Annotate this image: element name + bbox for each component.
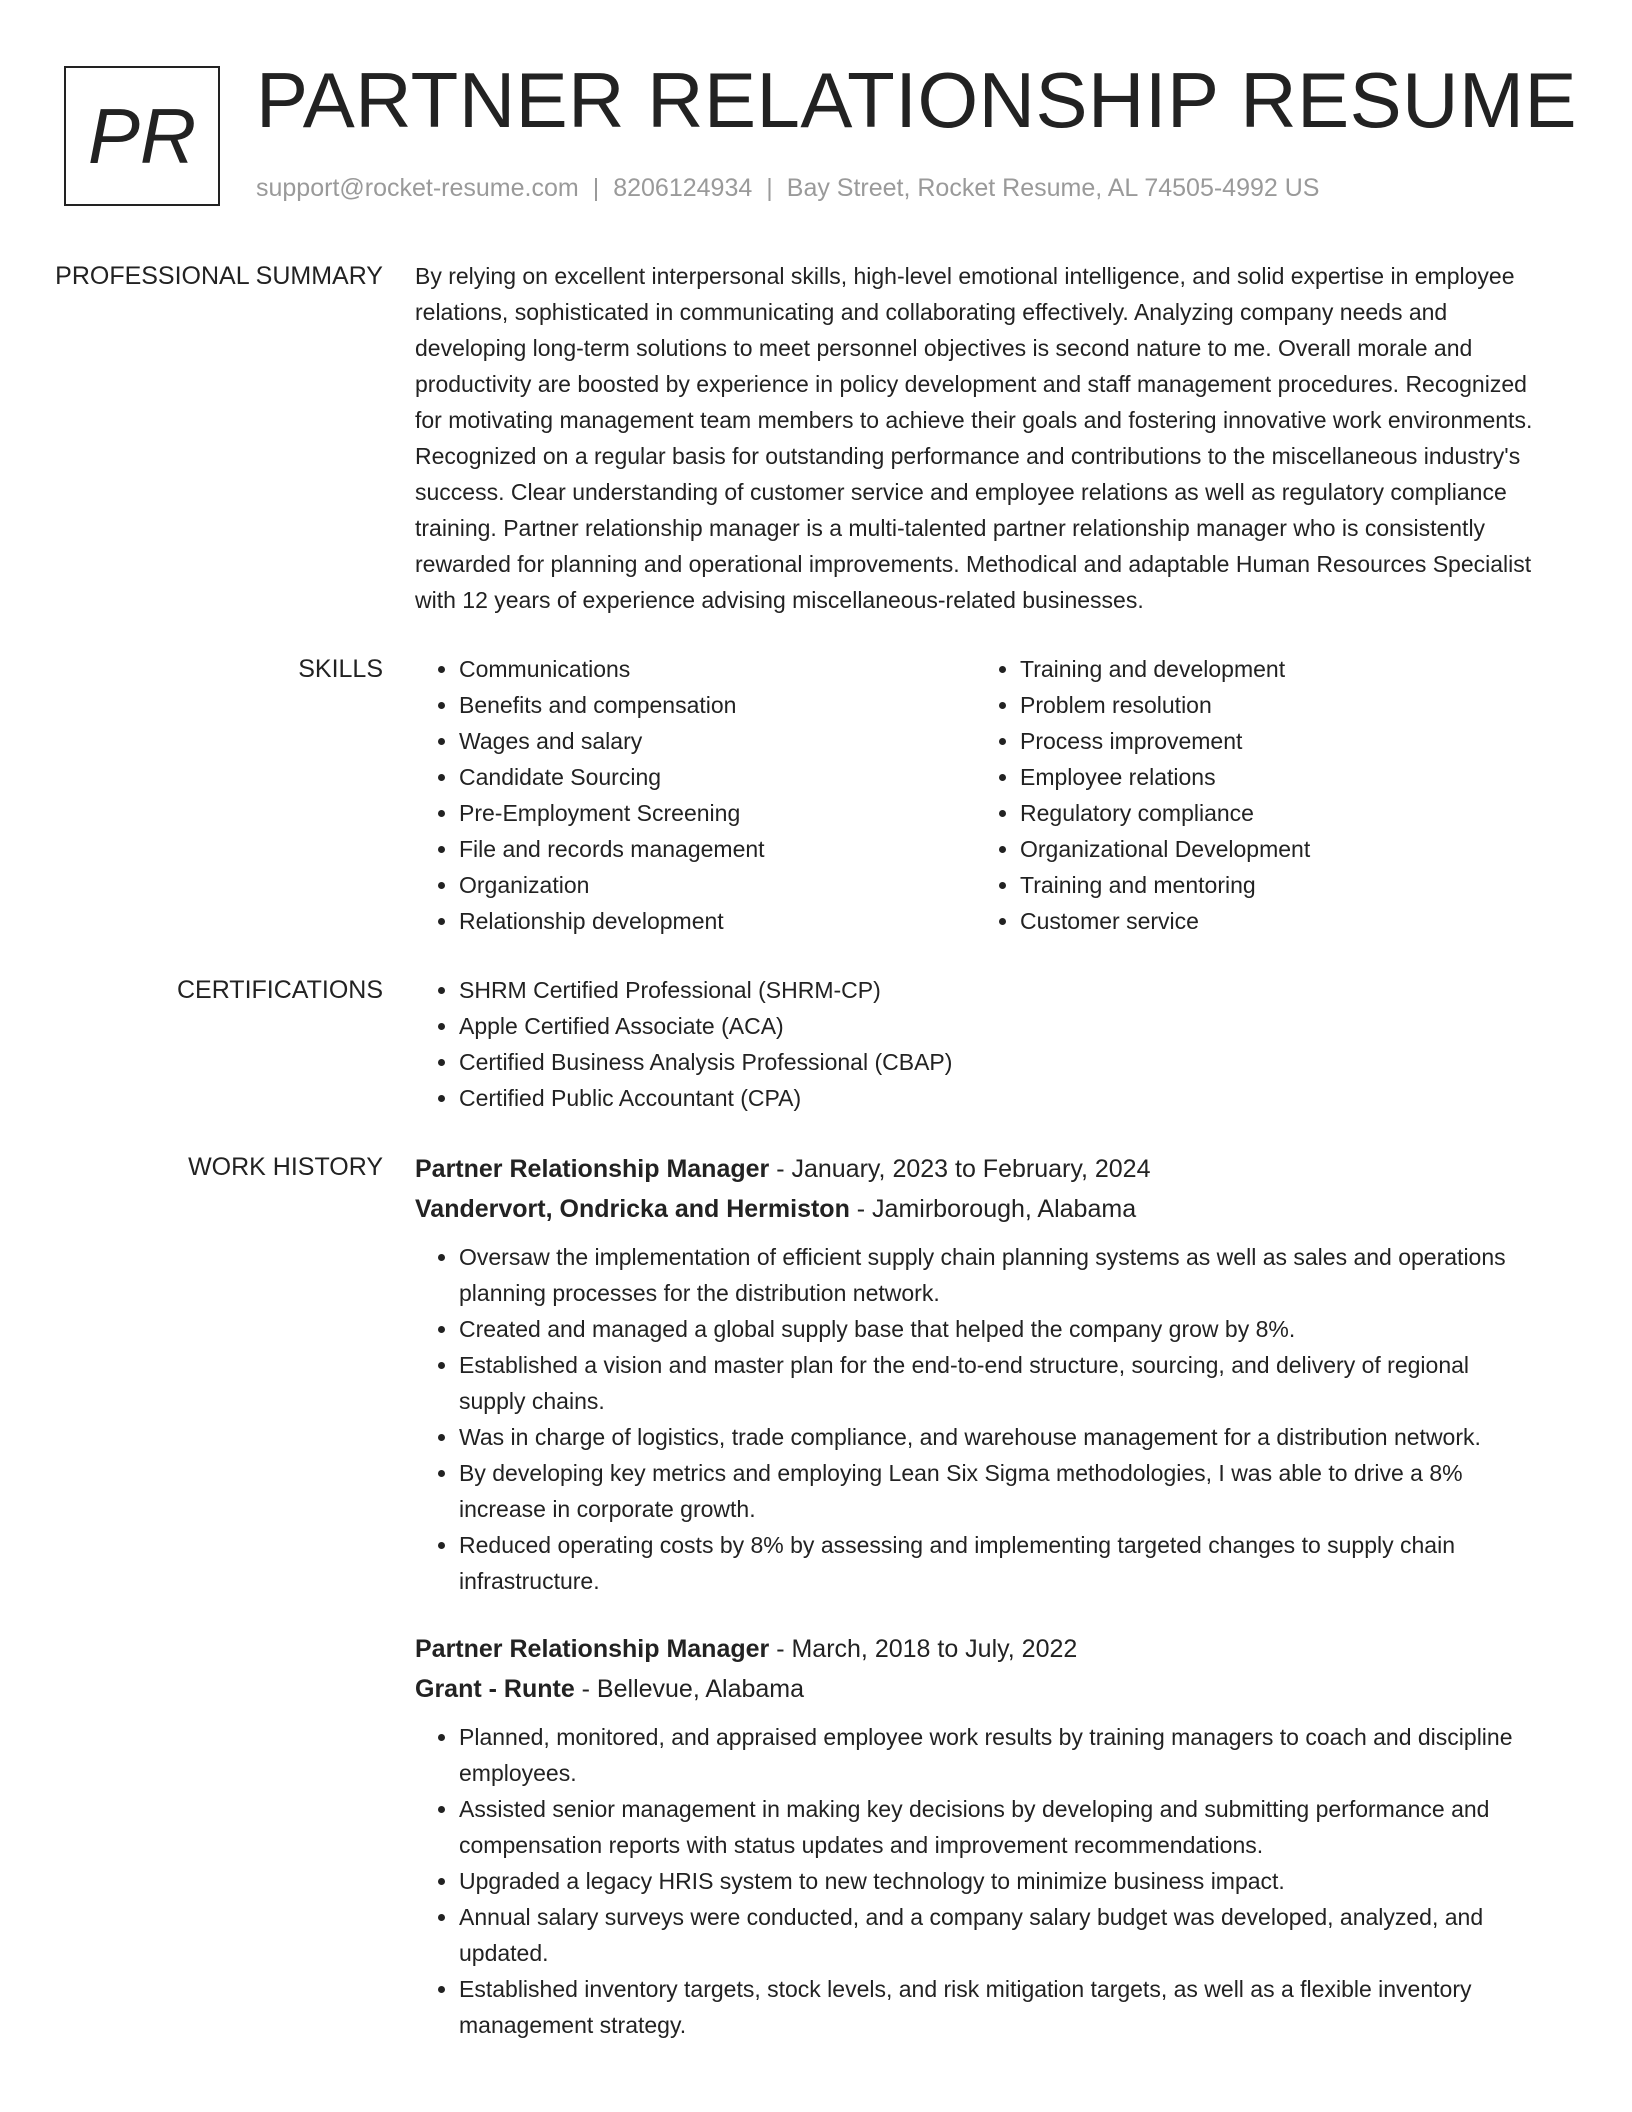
job-bullet: • Upgraded a legacy HRIS system to new technology to minimize business impact.	[459, 1863, 1537, 1899]
job-bullet: • Was in charge of logistics, trade compliance, and warehouse management for a distribution network.	[459, 1419, 1537, 1455]
section-label-summary: PROFESSIONAL SUMMARY	[55, 262, 383, 290]
job-entry	[415, 1629, 1537, 2043]
certification-item: • Certified Business Analysis Professional (CBAP)	[459, 1044, 1537, 1080]
certification-item: • Apple Certified Associate (ACA)	[459, 1008, 1537, 1044]
skill-item: • Relationship development	[459, 903, 976, 939]
skills-list-right	[976, 651, 1537, 939]
job-bullet: • Reduced operating costs by 8% by assessing and implementing targeted changes to supply chain infrastructure.	[459, 1527, 1537, 1599]
skill-item: • Wages and salary	[459, 723, 976, 759]
work-history-section	[0, 1149, 1632, 2073]
resume-body	[0, 258, 1632, 2073]
skill-item: • Organizational Development	[1020, 831, 1537, 867]
summary-section	[0, 258, 1632, 618]
job-bullet-list	[415, 1719, 1537, 2043]
section-label-work-history: WORK HISTORY	[188, 1153, 383, 1181]
skill-item: • Customer service	[1020, 903, 1537, 939]
job-bullet: • Oversaw the implementation of efficient supply chain planning systems as well as sales and operations planning processes for the distribution network.	[459, 1239, 1537, 1311]
job-dates: - March, 2018 to July, 2022	[769, 1635, 1078, 1663]
job-bullet: • Established a vision and master plan for the end-to-end structure, sourcing, and delivery of regional supply chains.	[459, 1347, 1537, 1419]
certifications-section	[0, 972, 1632, 1116]
job-company-line	[415, 1669, 1537, 1709]
page-title: PARTNER RELATIONSHIP RESUME	[256, 56, 1577, 144]
skill-item: • Process improvement	[1020, 723, 1537, 759]
skill-item: • File and records management	[459, 831, 976, 867]
job-location: - Bellevue, Alabama	[574, 1675, 805, 1703]
contact-line	[256, 174, 1319, 203]
skill-item: • Communications	[459, 651, 976, 687]
skill-item: • Pre-Employment Screening	[459, 795, 976, 831]
skill-item: • Candidate Sourcing	[459, 759, 976, 795]
job-bullet: • Planned, monitored, and appraised employee work results by training managers to coach and discipline employees.	[459, 1719, 1537, 1791]
skill-item: • Benefits and compensation	[459, 687, 976, 723]
contact-address: Bay Street, Rocket Resume, AL 74505-4992 US	[786, 174, 1320, 202]
job-bullet: • Assisted senior management in making key decisions by developing and submitting performance and compensation reports with status updates and improvement recommendations.	[459, 1791, 1537, 1863]
contact-separator: |	[766, 174, 773, 202]
job-bullet-list	[415, 1239, 1537, 1599]
certification-item: • SHRM Certified Professional (SHRM-CP)	[459, 972, 1537, 1008]
contact-email[interactable]: support@rocket-resume.com	[256, 174, 579, 202]
job-bullet: • By developing key metrics and employing Lean Six Sigma methodologies, I was able to drive a 8% increase in corporate growth.	[459, 1455, 1537, 1527]
skill-item: • Training and development	[1020, 651, 1537, 687]
certification-item: • Certified Public Accountant (CPA)	[459, 1080, 1537, 1116]
job-title: Partner Relationship Manager	[415, 1635, 770, 1663]
job-title-line	[415, 1149, 1537, 1189]
skill-item: • Employee relations	[1020, 759, 1537, 795]
section-label-certifications: CERTIFICATIONS	[176, 976, 383, 1004]
skill-item: • Organization	[459, 867, 976, 903]
skills-section	[0, 651, 1632, 939]
job-company: Vandervort, Ondricka and Hermiston	[415, 1195, 850, 1223]
skill-item: • Regulatory compliance	[1020, 795, 1537, 831]
contact-phone[interactable]: 8206124934	[613, 174, 753, 202]
job-bullet: • Annual salary surveys were conducted, and a company salary budget was developed, analyzed, and updated.	[459, 1899, 1537, 1971]
skills-list-left	[415, 651, 976, 939]
job-bullet: • Created and managed a global supply base that helped the company grow by 8%.	[459, 1311, 1537, 1347]
contact-separator: |	[592, 174, 600, 202]
job-title-line	[415, 1629, 1537, 1669]
job-location: - Jamirborough, Alabama	[849, 1195, 1137, 1223]
job-company: Grant - Runte	[415, 1675, 575, 1703]
job-entry	[415, 1149, 1537, 1599]
job-company-line	[415, 1189, 1537, 1229]
skill-item: • Problem resolution	[1020, 687, 1537, 723]
section-label-skills: SKILLS	[298, 655, 383, 683]
summary-text: By relying on excellent interpersonal skills, high-level emotional intelligence, and solid expertise in employee relations, sophisticated in communicating and collaborating effectively. Analyzing company needs and developing long-term solutions to meet personnel objectives is second nature to me. Overall morale and productivity are boosted by experience in policy development and staff management procedures. Recognized for motivating management team members to achieve their goals and fostering innovative work environments. Recognized on a regular basis for outstanding performance and contributions to the miscellaneous industry's success. Clear understanding of customer service and employee relations as well as regulatory compliance training. Partner relationship manager is a multi-talented partner relationship manager who is consistently rewarded for planning and operational improvements. Methodical and adaptable Human Resources Specialist with 12 years of experience advising miscellaneous-related businesses.	[415, 263, 1533, 613]
job-bullet: • Established inventory targets, stock levels, and risk mitigation targets, as well as a flexible inventory management strategy.	[459, 1971, 1537, 2043]
skill-item: • Training and mentoring	[1020, 867, 1537, 903]
job-title: Partner Relationship Manager	[415, 1155, 770, 1183]
monogram-logo: PR	[64, 66, 220, 206]
certifications-list	[415, 972, 1537, 1116]
job-dates: - January, 2023 to February, 2024	[769, 1155, 1151, 1183]
